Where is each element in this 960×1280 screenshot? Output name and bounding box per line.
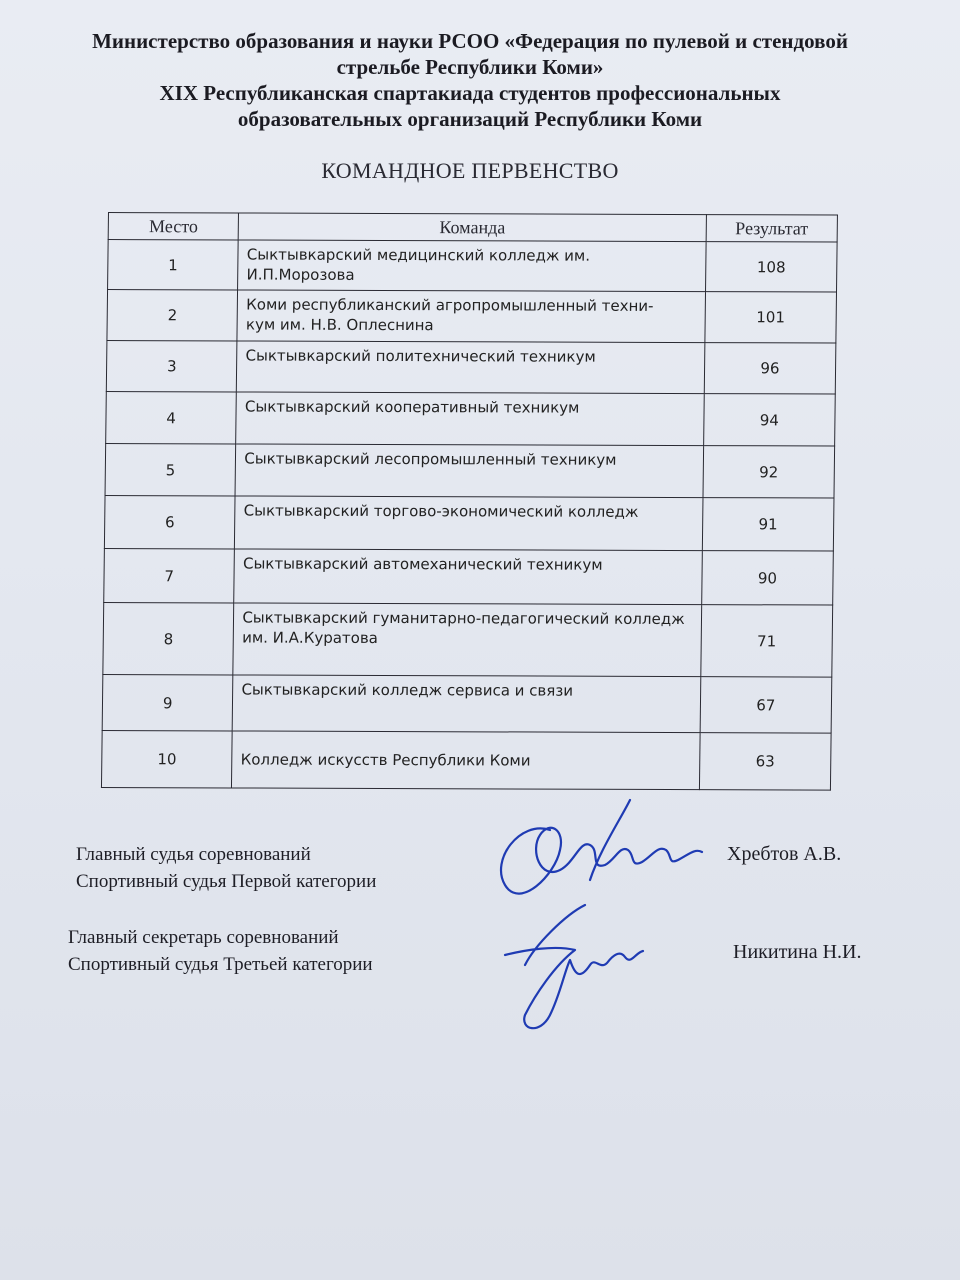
place-cell: 10 — [101, 731, 232, 788]
table-row — [105, 444, 835, 499]
team-name-cont: И.П.Морозова — [246, 265, 355, 284]
team-name: Сыктывкарский медицинский колледж им. — [246, 245, 591, 265]
chief-secretary-block — [68, 924, 373, 978]
place-cell: 1 — [108, 240, 239, 290]
team-cell — [234, 549, 702, 605]
team-cell — [237, 290, 705, 343]
table-row — [101, 731, 831, 791]
results-table — [101, 212, 838, 791]
team-name: Сыктывкарский политехнический техникум — [245, 346, 596, 366]
chief-judge-category: Спортивный судья Первой категории — [76, 871, 377, 892]
team-cell — [233, 603, 701, 677]
team-name: Сыктывкарский лесопромышленный техникум — [244, 449, 617, 469]
team-cell — [235, 496, 703, 551]
team-name: Сыктывкарский колледж сервиса и связи — [241, 680, 574, 700]
header-line-2: стрельбе Республики Коми» — [336, 55, 604, 79]
chief-secretary-name: Никитина Н.И. — [733, 941, 862, 963]
table-row — [102, 675, 832, 734]
place-cell: 7 — [104, 549, 235, 603]
table-row — [106, 341, 836, 395]
column-header-place: Место — [108, 213, 239, 240]
place-cell: 5 — [105, 444, 236, 496]
team-cell — [238, 240, 706, 292]
team-name: Сыктывкарский кооперативный техникум — [244, 397, 580, 417]
table-row — [103, 603, 833, 678]
table-row — [107, 290, 837, 344]
place-cell: 2 — [107, 290, 238, 341]
team-name: Коми республиканский агропромышленный техни- — [246, 295, 654, 315]
team-name: Сыктывкарский торгово-экономический колледж — [243, 501, 639, 521]
result-cell: 101 — [705, 292, 837, 343]
team-name-cont: кум им. Н.В. Оплеснина — [245, 315, 434, 335]
chief-secretary-category: Спортивный судья Третьей категории — [68, 954, 373, 975]
table-row — [106, 392, 836, 447]
team-cell — [235, 444, 703, 498]
chief-secretary-title: Главный секретарь соревнований — [68, 927, 339, 948]
document-header — [0, 28, 940, 132]
team-cell — [232, 675, 700, 733]
place-cell: 6 — [104, 496, 235, 549]
team-name: Колледж искусств Республики Коми — [240, 750, 531, 770]
column-header-result: Результат — [706, 215, 837, 242]
result-cell: 96 — [704, 343, 836, 394]
chief-judge-block — [76, 841, 376, 895]
team-cell — [236, 392, 704, 446]
team-name: Сыктывкарский автомеханический техникум — [242, 554, 603, 574]
column-header-team: Команда — [238, 213, 706, 242]
team-cell — [237, 341, 705, 394]
table-row — [108, 240, 838, 293]
result-cell: 90 — [702, 551, 834, 605]
result-cell: 94 — [703, 394, 835, 446]
team-cell — [232, 731, 700, 790]
header-line-4: образовательных организаций Республики Коми — [237, 107, 703, 131]
team-name: Сыктывкарский гуманитарно-педагогический колледж — [242, 608, 685, 629]
result-cell: 71 — [701, 605, 833, 677]
table-row — [104, 549, 834, 606]
header-line-3: XIX Республиканская спартакиада студентов профессиональных — [159, 81, 781, 105]
result-cell: 91 — [702, 498, 834, 551]
chief-judge-name: Хребтов А.В. — [727, 843, 842, 865]
team-name-cont: им. И.А.Куратова — [242, 628, 379, 647]
secretary-signature — [495, 895, 675, 1045]
result-cell: 63 — [699, 733, 831, 790]
place-cell: 8 — [103, 603, 234, 675]
result-cell: 108 — [705, 242, 837, 292]
place-cell: 9 — [102, 675, 233, 731]
chief-judge-title: Главный судья соревнований — [76, 844, 311, 865]
table-row — [104, 496, 834, 552]
result-cell: 92 — [703, 446, 835, 498]
table-header-row — [108, 213, 837, 243]
header-line-1: Министерство образования и науки РСОО «Федерация по пулевой и стендовой — [92, 29, 848, 53]
section-title: КОМАНДНОЕ ПЕРВЕНСТВО — [321, 158, 619, 183]
place-cell: 4 — [106, 392, 237, 444]
place-cell: 3 — [106, 341, 237, 392]
result-cell: 67 — [700, 677, 832, 733]
